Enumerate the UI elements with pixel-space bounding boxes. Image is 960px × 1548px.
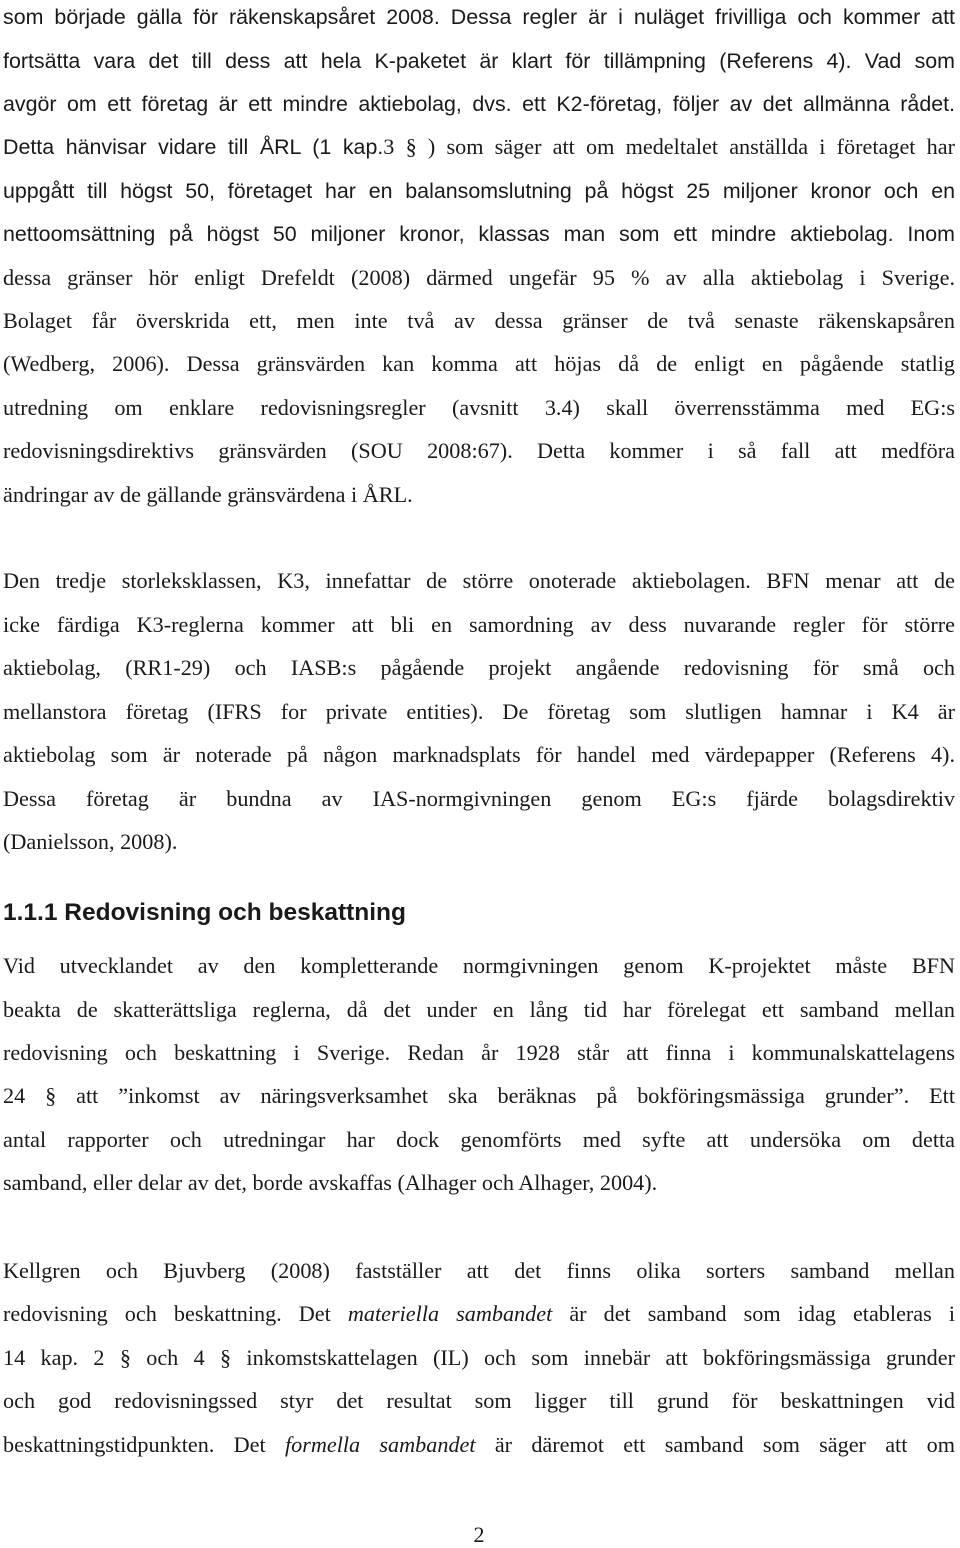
paragraph-1-line-3: avgör om ett företag är ett mindre aktiebolag, dvs. ett K2-företag, följer av det allmänna rådet. <box>3 92 955 116</box>
page-number: 2 <box>473 1522 485 1547</box>
paragraph-3-line-6: samband, eller delar av det, borde avskaffas (Alhager och Alhager, 2004). <box>3 1170 658 1195</box>
paragraph-1-line-1: som började gälla för räkenskapsåret 2008. Dessa regler är i nuläget frivilliga och kommer att <box>3 5 955 29</box>
paragraph-2-line-6: Dessa företag är bundna av IAS-normgivningen genom EG:s fjärde bolagsdirektiv <box>3 786 955 811</box>
paragraph-2-line-1: Den tredje storleksklassen, K3, innefattar de större onoterade aktiebolagen. BFN menar att de <box>3 568 955 593</box>
paragraph-3-line-3: redovisning och beskattning i Sverige. Redan år 1928 står att finna i kommunalskattelagens <box>3 1040 955 1065</box>
paragraph-1-line-11: redovisningsdirektivs gränsvärden (SOU 2008:67). Detta kommer i så fall att medföra <box>3 438 955 463</box>
materiella-sambandet-term: materiella sambandet <box>347 1301 553 1326</box>
paragraph-3-line-2: beakta de skatterättsliga reglerna, då det under en lång tid har förelegat ett samband mellan <box>3 997 955 1022</box>
paragraph-4-line-2 <box>3 1299 955 1329</box>
paragraph-1-line-9: (Wedberg, 2006). Dessa gränsvärden kan komma att höjas då de enligt en pågående statlig <box>3 351 955 376</box>
paragraph-1-line-7: dessa gränser hör enligt Drefeldt (2008) därmed ungefär 95 % av alla aktiebolag i Sverige. <box>3 265 955 290</box>
section-heading: 1.1.1 Redovisning och beskattning <box>3 899 406 926</box>
paragraph-1-line-5: uppgått till högst 50, företaget har en balansomslutning på högst 25 miljoner kronor och en <box>3 179 955 203</box>
paragraph-4-line-3: 14 kap. 2 § och 4 § inkomstskattelagen (IL) och som innebär att bokföringsmässiga grunder <box>3 1345 955 1370</box>
paragraph-2-line-5: aktiebolag som är noterade på någon marknadsplats för handel med värdepapper (Referens 4). <box>3 742 955 767</box>
paragraph-4-line-2-part-a: redovisning och beskattning. Det <box>3 1301 348 1326</box>
paragraph-3-line-1: Vid utvecklandet av den kompletterande normgivningen genom K-projektet måste BFN <box>3 953 955 978</box>
formella-sambandet-term: formella sambandet <box>284 1432 476 1457</box>
paragraph-1-line-12: ändringar av de gällande gränsvärdena i ÅRL. <box>3 482 413 507</box>
paragraph-2-line-4: mellanstora företag (IFRS for private entities). De företag som slutligen hamnar i K4 är <box>3 699 955 724</box>
paragraph-4-line-2-part-b: är det samband som idag etableras i <box>552 1301 955 1326</box>
paragraph-2-line-3: aktiebolag, (RR1-29) och IASB:s pågående projekt angående redovisning för små och <box>3 655 955 680</box>
paragraph-3-line-5: antal rapporter och utredningar har dock genomförts med syfte att undersöka om detta <box>3 1127 955 1152</box>
paragraph-1-line-4-part-b: 3 § ) som säger att om medeltalet anställda i företaget har <box>383 134 955 159</box>
paragraph-1-line-4-part-a: Detta hänvisar vidare till ÅRL (1 kap. <box>3 135 384 159</box>
paragraph-1-line-6: nettoomsättning på högst 50 miljoner kronor, klassas man som ett mindre aktiebolag. Inom <box>3 222 955 246</box>
paragraph-4-line-5-part-a: beskattningstidpunkten. Det <box>3 1432 285 1457</box>
paragraph-4-line-1: Kellgren och Bjuvberg (2008) fastställer att det finns olika sorters samband mellan <box>3 1258 955 1283</box>
paragraph-1-line-4 <box>3 132 955 162</box>
paragraph-2-line-2: icke färdiga K3-reglerna kommer att bli en samordning av dess nuvarande regler för större <box>3 612 955 637</box>
paragraph-4-line-5 <box>3 1430 955 1460</box>
paragraph-1-line-2: fortsätta vara det till dess att hela K-paketet är klart för tillämpning (Referens 4). Vad som <box>3 49 955 73</box>
paragraph-4-line-4: och god redovisningssed styr det resultat som ligger till grund för beskattningen vid <box>3 1388 955 1413</box>
paragraph-1-line-10: utredning om enklare redovisningsregler (avsnitt 3.4) skall överrensstämma med EG:s <box>3 395 955 420</box>
paragraph-3-line-4: 24 § att ”inkomst av näringsverksamhet ska beräknas på bokföringsmässiga grunder”. Ett <box>3 1083 955 1108</box>
paragraph-4-line-5-part-b: är däremot ett samband som säger att om <box>475 1432 955 1457</box>
paragraph-2-line-7: (Danielsson, 2008). <box>3 829 178 854</box>
paragraph-1-line-8: Bolaget får överskrida ett, men inte två av dessa gränser de två senaste räkenskapsåren <box>3 308 955 333</box>
